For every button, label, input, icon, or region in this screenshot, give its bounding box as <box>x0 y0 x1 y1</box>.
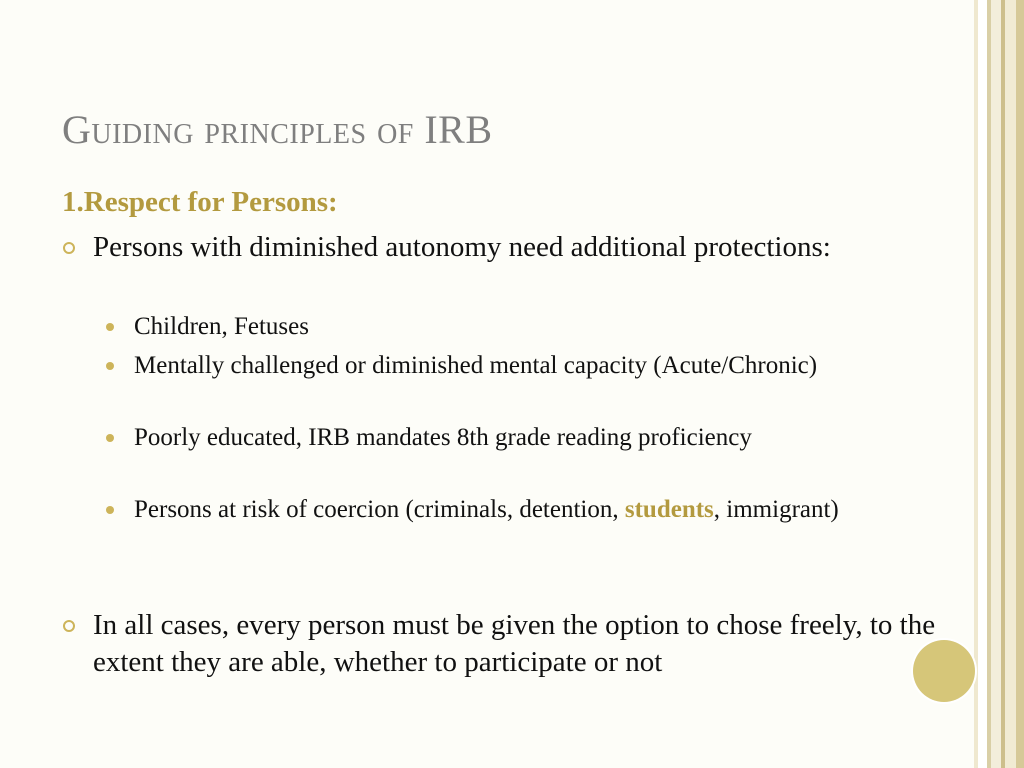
ring-bullet-icon <box>63 242 75 254</box>
bullet-text: Persons with diminished autonomy need additional protections: <box>93 231 831 263</box>
sub-bullet-text-part: , immigrant) <box>713 496 839 523</box>
ring-bullet-icon <box>63 620 75 632</box>
sub-bullet-text: Mentally challenged or diminished mental capacity (Acute/Chronic) <box>134 352 818 379</box>
dot-bullet-icon <box>106 434 114 442</box>
bullet-text: In all cases, every person must be given the option to chose freely, to the extent they are able, whether to participate or not <box>93 609 936 678</box>
sub-bullet-coercion <box>104 494 964 525</box>
bullet-free-choice <box>62 607 942 681</box>
sub-bullet-text: Poorly educated, IRB mandates 8th grade reading proficiency <box>134 424 752 451</box>
dot-bullet-icon <box>106 362 114 370</box>
slide-title: Guiding principles of IRB <box>62 107 493 152</box>
section-heading: 1.Respect for Persons: <box>62 186 338 218</box>
sub-bullet-mentally-challenged <box>104 350 964 381</box>
sub-bullet-text <box>104 494 964 525</box>
highlight-students: students <box>624 496 714 523</box>
decorative-stripes <box>974 0 1024 768</box>
sub-bullet-text: Children, Fetuses <box>134 313 309 340</box>
sub-bullet-text-part: Persons at risk of coercion (criminals, detention, <box>134 496 625 523</box>
sub-bullet-poorly-educated <box>104 422 964 453</box>
bullet-diminished-autonomy <box>62 229 942 266</box>
sub-bullet-children <box>104 311 964 342</box>
dot-bullet-icon <box>106 506 114 514</box>
dot-bullet-icon <box>106 323 114 331</box>
